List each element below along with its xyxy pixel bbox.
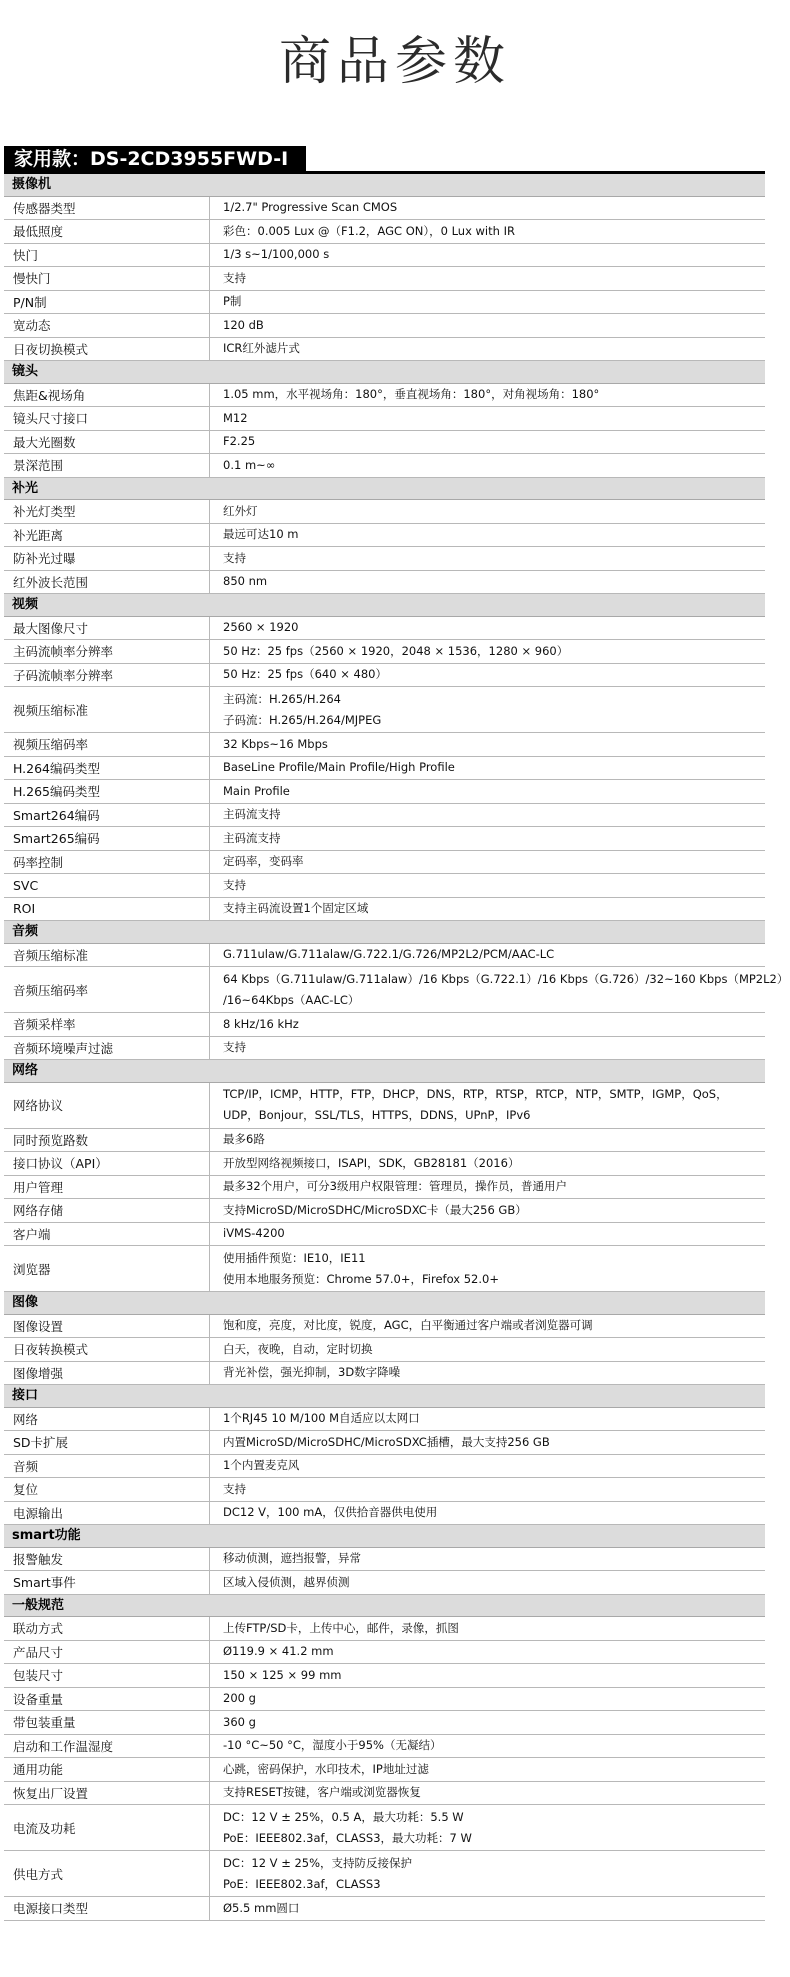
spec-value-line: UDP，Bonjour，SSL/TLS，HTTPS，DDNS，UPnP，IPv6 bbox=[223, 1108, 531, 1122]
spec-value bbox=[210, 1037, 765, 1060]
spec-key: 码率控制 bbox=[4, 851, 210, 874]
spec-value-line: 子码流：H.265/H.264/MJPEG bbox=[223, 712, 382, 727]
spec-value bbox=[210, 1897, 765, 1920]
spec-row bbox=[4, 967, 789, 1013]
spec-key: 快门 bbox=[4, 244, 210, 267]
spec-row bbox=[4, 500, 765, 524]
spec-row bbox=[4, 1362, 765, 1386]
section-header bbox=[4, 1292, 765, 1315]
spec-value bbox=[210, 1083, 765, 1128]
spec-row bbox=[4, 944, 765, 968]
page-title: 商品参数 bbox=[278, 32, 511, 92]
spec-key: 宽动态 bbox=[4, 314, 210, 337]
spec-value bbox=[210, 827, 765, 850]
spec-row bbox=[4, 1664, 765, 1688]
spec-value bbox=[210, 1176, 765, 1199]
section-title: 一般规范 bbox=[12, 1597, 65, 1613]
spec-value-line: 最多6路 bbox=[223, 1132, 265, 1147]
spec-key: 最大图像尺寸 bbox=[4, 617, 210, 640]
spec-value bbox=[210, 1571, 765, 1594]
spec-row bbox=[4, 244, 765, 268]
spec-value-line: 主码流：H.265/H.264 bbox=[223, 691, 341, 706]
spec-value-line: 使用本地服务预览：Chrome 57.0+，Firefox 52.0+ bbox=[223, 1271, 499, 1286]
spec-value-line: 1个RJ45 10 M/100 M自适应以太网口 bbox=[223, 1411, 420, 1426]
spec-row bbox=[4, 1455, 765, 1479]
spec-value-line: 最远可达10 m bbox=[223, 527, 299, 542]
spec-key: 主码流帧率分辨率 bbox=[4, 640, 210, 663]
spec-value bbox=[210, 1455, 765, 1478]
spec-value-line: 150 × 125 × 99 mm bbox=[223, 1667, 342, 1682]
spec-value-line: DC：12 V ± 25%，支持防反接保护 bbox=[223, 1855, 413, 1870]
spec-row bbox=[4, 1223, 765, 1247]
spec-value-line: 上传FTP/SD卡，上传中心，邮件，录像，抓图 bbox=[223, 1620, 459, 1635]
spec-value-line: PoE：IEEE802.3af，CLASS3，最大功耗：7 W bbox=[223, 1830, 472, 1845]
spec-key: 图像增强 bbox=[4, 1362, 210, 1385]
spec-row bbox=[4, 338, 765, 362]
spec-value bbox=[210, 944, 765, 967]
spec-value-line: 移动侦测，遮挡报警，异常 bbox=[223, 1551, 361, 1566]
spec-value bbox=[210, 1711, 765, 1734]
spec-value-line: G.711ulaw/G.711alaw/G.722.1/G.726/MP2L2/PCM/AAC-LC bbox=[223, 947, 555, 962]
spec-key: 设备重量 bbox=[4, 1688, 210, 1711]
spec-row bbox=[4, 384, 765, 408]
spec-value-line: F2.25 bbox=[223, 434, 256, 449]
spec-row bbox=[4, 547, 765, 571]
spec-row bbox=[4, 1735, 765, 1759]
spec-value-line: 50 Hz：25 fps（2560 × 1920，2048 × 1536，1280 × 960） bbox=[223, 643, 569, 658]
spec-value bbox=[210, 524, 765, 547]
spec-value-line: 心跳，密码保护，水印技术，IP地址过滤 bbox=[223, 1761, 429, 1776]
spec-key: 网络协议 bbox=[4, 1083, 210, 1128]
spec-key: H.264编码类型 bbox=[4, 757, 210, 780]
spec-key: 浏览器 bbox=[4, 1246, 210, 1291]
spec-value-line: 定码率，变码率 bbox=[223, 854, 304, 869]
spec-value bbox=[210, 1851, 765, 1896]
spec-value-line: ICR红外滤片式 bbox=[223, 341, 300, 356]
spec-value-line: 主码流支持 bbox=[223, 830, 281, 845]
section-header bbox=[4, 1060, 765, 1083]
spec-key: 视频压缩码率 bbox=[4, 733, 210, 756]
spec-row bbox=[4, 291, 765, 315]
spec-key: 网络 bbox=[4, 1408, 210, 1431]
spec-row bbox=[4, 874, 765, 898]
spec-value-line: 1.05 mm，水平视场角：180°，垂直视场角：180°，对角视场角：180° bbox=[223, 387, 600, 402]
spec-row bbox=[4, 454, 765, 478]
spec-value-line: 支持MicroSD/MicroSDHC/MicroSDXC卡（最大256 GB） bbox=[223, 1202, 527, 1217]
spec-row bbox=[4, 898, 765, 922]
spec-key: 联动方式 bbox=[4, 1617, 210, 1640]
spec-value-line: 最多32个用户，可分3级用户权限管理：管理员，操作员，普通用户 bbox=[223, 1179, 567, 1194]
spec-row bbox=[4, 1083, 765, 1129]
spec-value bbox=[210, 780, 765, 803]
spec-value bbox=[210, 640, 765, 663]
spec-row bbox=[4, 1851, 765, 1897]
spec-value bbox=[210, 1502, 765, 1525]
spec-key: 子码流帧率分辨率 bbox=[4, 664, 210, 687]
spec-value bbox=[210, 267, 765, 290]
spec-row bbox=[4, 524, 765, 548]
spec-row bbox=[4, 1246, 765, 1292]
spec-row bbox=[4, 1641, 765, 1665]
spec-row bbox=[4, 1176, 765, 1200]
spec-row bbox=[4, 1408, 765, 1432]
spec-row bbox=[4, 851, 765, 875]
spec-key: 音频压缩标准 bbox=[4, 944, 210, 967]
spec-value-line: Ø119.9 × 41.2 mm bbox=[223, 1644, 334, 1659]
spec-value bbox=[210, 804, 765, 827]
spec-row bbox=[4, 1037, 765, 1061]
spec-value-line: M12 bbox=[223, 410, 248, 425]
spec-value bbox=[210, 967, 790, 1012]
spec-row bbox=[4, 617, 765, 641]
spec-row bbox=[4, 220, 765, 244]
spec-value-line: 850 nm bbox=[223, 574, 268, 589]
spec-key: 电源输出 bbox=[4, 1502, 210, 1525]
spec-row bbox=[4, 1711, 765, 1735]
section-header bbox=[4, 921, 765, 944]
spec-value-line: 彩色：0.005 Lux @（F1.2，AGC ON），0 Lux with IR bbox=[223, 223, 515, 238]
spec-value-line: 支持 bbox=[223, 270, 246, 285]
model-label-bar: 家用款：DS-2CD3955FWD-I bbox=[4, 146, 306, 172]
spec-value bbox=[210, 1641, 765, 1664]
spec-key: 补光距离 bbox=[4, 524, 210, 547]
spec-value-line: 红外灯 bbox=[223, 503, 258, 518]
spec-key: 用户管理 bbox=[4, 1176, 210, 1199]
spec-value bbox=[210, 454, 765, 477]
spec-key: 防补光过曝 bbox=[4, 547, 210, 570]
spec-value-line: 支持主码流设置1个固定区域 bbox=[223, 901, 369, 916]
spec-row bbox=[4, 197, 765, 221]
spec-value-line: TCP/IP，ICMP，HTTP，FTP，DHCP，DNS，RTP，RTSP，RTCP，NTP，SMTP，IGMP，QoS， bbox=[223, 1087, 728, 1101]
spec-row bbox=[4, 1897, 765, 1921]
spec-row bbox=[4, 664, 765, 688]
spec-key: 景深范围 bbox=[4, 454, 210, 477]
spec-value bbox=[210, 1548, 765, 1571]
spec-key: 图像设置 bbox=[4, 1315, 210, 1338]
spec-value-line: 使用插件预览：IE10，IE11 bbox=[223, 1250, 366, 1265]
spec-value bbox=[210, 1478, 765, 1501]
spec-row bbox=[4, 687, 765, 733]
spec-key: P/N制 bbox=[4, 291, 210, 314]
spec-value-line: 360 g bbox=[223, 1714, 256, 1729]
spec-value bbox=[210, 1013, 765, 1036]
spec-value bbox=[210, 547, 765, 570]
spec-value-line: 支持 bbox=[223, 1040, 246, 1055]
spec-value bbox=[210, 384, 765, 407]
spec-row bbox=[4, 407, 765, 431]
spec-value-line: 50 Hz：25 fps（640 × 480） bbox=[223, 667, 387, 682]
section-header bbox=[4, 174, 765, 197]
spec-key: 复位 bbox=[4, 1478, 210, 1501]
spec-row bbox=[4, 733, 765, 757]
spec-value bbox=[210, 1223, 765, 1246]
spec-value bbox=[210, 571, 765, 594]
spec-value-line: 64 Kbps（G.711ulaw/G.711alaw）/16 Kbps（G.722.1）/16 Kbps（G.726）/32~160 Kbps（MP2L2） bbox=[223, 971, 789, 986]
section-header bbox=[4, 1595, 765, 1618]
spec-key: 网络存储 bbox=[4, 1199, 210, 1222]
spec-value-line: 200 g bbox=[223, 1691, 256, 1706]
spec-table bbox=[4, 174, 789, 1921]
spec-row bbox=[4, 267, 765, 291]
spec-value-line: DC12 V，100 mA，仅供拾音器供电使用 bbox=[223, 1505, 438, 1520]
spec-row bbox=[4, 1152, 765, 1176]
spec-key: 日夜转换模式 bbox=[4, 1338, 210, 1361]
spec-value-line: 开放型网络视频接口，ISAPI，SDK，GB28181（2016） bbox=[223, 1155, 520, 1170]
spec-key: 日夜切换模式 bbox=[4, 338, 210, 361]
spec-value bbox=[210, 338, 765, 361]
spec-value bbox=[210, 1315, 765, 1338]
spec-value bbox=[210, 1431, 765, 1454]
spec-key: Smart事件 bbox=[4, 1571, 210, 1594]
spec-key: 音频 bbox=[4, 1455, 210, 1478]
spec-key: 同时预览路数 bbox=[4, 1129, 210, 1152]
spec-value bbox=[210, 874, 765, 897]
spec-key: 电源接口类型 bbox=[4, 1897, 210, 1920]
spec-value bbox=[210, 1199, 765, 1222]
spec-value bbox=[210, 197, 765, 220]
spec-value-line: Ø5.5 mm圆口 bbox=[223, 1900, 300, 1915]
spec-value-line: 区域入侵侦测，越界侦测 bbox=[223, 1574, 350, 1589]
section-header bbox=[4, 361, 765, 384]
spec-value bbox=[210, 1805, 765, 1850]
spec-value bbox=[210, 407, 765, 430]
spec-key: 通用功能 bbox=[4, 1758, 210, 1781]
spec-value bbox=[210, 1408, 765, 1431]
spec-value-line: 2560 × 1920 bbox=[223, 620, 299, 635]
spec-key: 产品尺寸 bbox=[4, 1641, 210, 1664]
spec-key: 音频压缩码率 bbox=[4, 967, 210, 1012]
spec-row bbox=[4, 640, 765, 664]
spec-key: 慢快门 bbox=[4, 267, 210, 290]
section-title: 图像 bbox=[12, 1295, 39, 1310]
spec-row bbox=[4, 1758, 765, 1782]
section-header bbox=[4, 1525, 765, 1548]
spec-row bbox=[4, 1199, 765, 1223]
spec-row bbox=[4, 1617, 765, 1641]
spec-value-line: BaseLine Profile/Main Profile/High Profile bbox=[223, 760, 455, 775]
spec-value-line: -10 °C~50 °C，湿度小于95%（无凝结） bbox=[223, 1738, 442, 1753]
section-title: 音频 bbox=[12, 924, 39, 939]
spec-key: SVC bbox=[4, 874, 210, 897]
section-title: 视频 bbox=[12, 597, 39, 612]
spec-row bbox=[4, 1782, 765, 1806]
spec-value bbox=[210, 898, 765, 921]
spec-key: 镜头尺寸接口 bbox=[4, 407, 210, 430]
spec-value-line: 背光补偿，强光抑制，3D数字降噪 bbox=[223, 1365, 401, 1380]
spec-key: 视频压缩标准 bbox=[4, 687, 210, 732]
spec-key: 启动和工作温湿度 bbox=[4, 1735, 210, 1758]
spec-value bbox=[210, 244, 765, 267]
spec-value-line: 1/3 s~1/100,000 s bbox=[223, 247, 330, 262]
spec-row bbox=[4, 1548, 765, 1572]
spec-value bbox=[210, 617, 765, 640]
spec-value-line: PoE：IEEE802.3af，CLASS3 bbox=[223, 1876, 381, 1891]
spec-value-line: 内置MicroSD/MicroSDHC/MicroSDXC插槽，最大支持256 GB bbox=[223, 1434, 550, 1449]
spec-value bbox=[210, 1152, 765, 1175]
spec-value-line: /16~64Kbps（AAC-LC） bbox=[223, 992, 360, 1007]
section-title: 网络 bbox=[12, 1063, 39, 1078]
spec-key: 恢复出厂设置 bbox=[4, 1782, 210, 1805]
spec-value bbox=[210, 1688, 765, 1711]
spec-value-line: 白天，夜晚，自动，定时切换 bbox=[223, 1341, 373, 1356]
spec-key: 包装尺寸 bbox=[4, 1664, 210, 1687]
spec-value-line: 主码流支持 bbox=[223, 807, 281, 822]
spec-value bbox=[210, 1338, 765, 1361]
spec-value-line: 支持RESET按键，客户端或浏览器恢复 bbox=[223, 1785, 421, 1800]
spec-key: 音频采样率 bbox=[4, 1013, 210, 1036]
spec-key: H.265编码类型 bbox=[4, 780, 210, 803]
spec-key: 最大光圈数 bbox=[4, 431, 210, 454]
spec-row bbox=[4, 571, 765, 595]
spec-value bbox=[210, 314, 765, 337]
spec-value bbox=[210, 1758, 765, 1781]
spec-value bbox=[210, 431, 765, 454]
section-header bbox=[4, 594, 765, 617]
spec-value bbox=[210, 220, 765, 243]
spec-value bbox=[210, 1246, 765, 1291]
spec-row bbox=[4, 1338, 765, 1362]
spec-key: 报警触发 bbox=[4, 1548, 210, 1571]
section-title: 接口 bbox=[12, 1388, 39, 1403]
spec-value bbox=[210, 1782, 765, 1805]
spec-row bbox=[4, 757, 765, 781]
spec-row bbox=[4, 1315, 765, 1339]
spec-key: ROI bbox=[4, 898, 210, 921]
spec-value bbox=[210, 1664, 765, 1687]
spec-value bbox=[210, 733, 765, 756]
spec-value bbox=[210, 1129, 765, 1152]
spec-value bbox=[210, 1362, 765, 1385]
section-title: 镜头 bbox=[12, 364, 39, 379]
spec-value-line: DC：12 V ± 25%，0.5 A，最大功耗：5.5 W bbox=[223, 1809, 464, 1824]
spec-value-line: 120 dB bbox=[223, 317, 264, 332]
spec-key: 红外波长范围 bbox=[4, 571, 210, 594]
spec-key: SD卡扩展 bbox=[4, 1431, 210, 1454]
spec-value-line: 支持 bbox=[223, 550, 246, 565]
spec-key: 焦距&视场角 bbox=[4, 384, 210, 407]
spec-key: 接口协议（API） bbox=[4, 1152, 210, 1175]
spec-value-line: 0.1 m~∞ bbox=[223, 457, 276, 472]
spec-value-line: 饱和度，亮度，对比度，锐度，AGC，白平衡通过客户端或者浏览器可调 bbox=[223, 1318, 593, 1333]
spec-value-line: 8 kHz/16 kHz bbox=[223, 1016, 299, 1031]
spec-value-line: Main Profile bbox=[223, 783, 290, 798]
spec-key: Smart265编码 bbox=[4, 827, 210, 850]
spec-row bbox=[4, 1129, 765, 1153]
section-title: 补光 bbox=[12, 480, 39, 496]
spec-key: 供电方式 bbox=[4, 1851, 210, 1896]
spec-value-line: iVMS-4200 bbox=[223, 1226, 285, 1241]
spec-row bbox=[4, 1688, 765, 1712]
spec-value-line: 1个内置麦克风 bbox=[223, 1458, 300, 1473]
spec-value bbox=[210, 1617, 765, 1640]
spec-row bbox=[4, 1805, 765, 1851]
spec-row bbox=[4, 1478, 765, 1502]
section-header bbox=[4, 478, 765, 501]
spec-value-line: 支持 bbox=[223, 1481, 246, 1496]
spec-value-line: 32 Kbps~16 Mbps bbox=[223, 736, 328, 751]
spec-row bbox=[4, 804, 765, 828]
spec-key: 最低照度 bbox=[4, 220, 210, 243]
spec-key: 补光灯类型 bbox=[4, 500, 210, 523]
spec-row bbox=[4, 1571, 765, 1595]
spec-value bbox=[210, 291, 765, 314]
section-title: 摄像机 bbox=[12, 177, 52, 192]
spec-value-line: 1/2.7" Progressive Scan CMOS bbox=[223, 200, 398, 215]
spec-row bbox=[4, 1431, 765, 1455]
spec-row bbox=[4, 1502, 765, 1526]
spec-key: 电流及功耗 bbox=[4, 1805, 210, 1850]
spec-key: Smart264编码 bbox=[4, 804, 210, 827]
spec-row bbox=[4, 827, 765, 851]
spec-value bbox=[210, 500, 765, 523]
spec-key: 带包装重量 bbox=[4, 1711, 210, 1734]
section-header bbox=[4, 1385, 765, 1408]
spec-value-line: 支持 bbox=[223, 877, 246, 892]
spec-key: 音频环境噪声过滤 bbox=[4, 1037, 210, 1060]
spec-value bbox=[210, 1735, 765, 1758]
spec-value-line: P制 bbox=[223, 294, 242, 309]
spec-row bbox=[4, 314, 765, 338]
spec-row bbox=[4, 431, 765, 455]
spec-key: 客户端 bbox=[4, 1223, 210, 1246]
spec-value bbox=[210, 851, 765, 874]
spec-value bbox=[210, 664, 765, 687]
spec-row bbox=[4, 1013, 765, 1037]
spec-row bbox=[4, 780, 765, 804]
spec-value bbox=[210, 757, 765, 780]
spec-key: 传感器类型 bbox=[4, 197, 210, 220]
section-title: smart功能 bbox=[12, 1528, 81, 1543]
spec-value bbox=[210, 687, 765, 732]
